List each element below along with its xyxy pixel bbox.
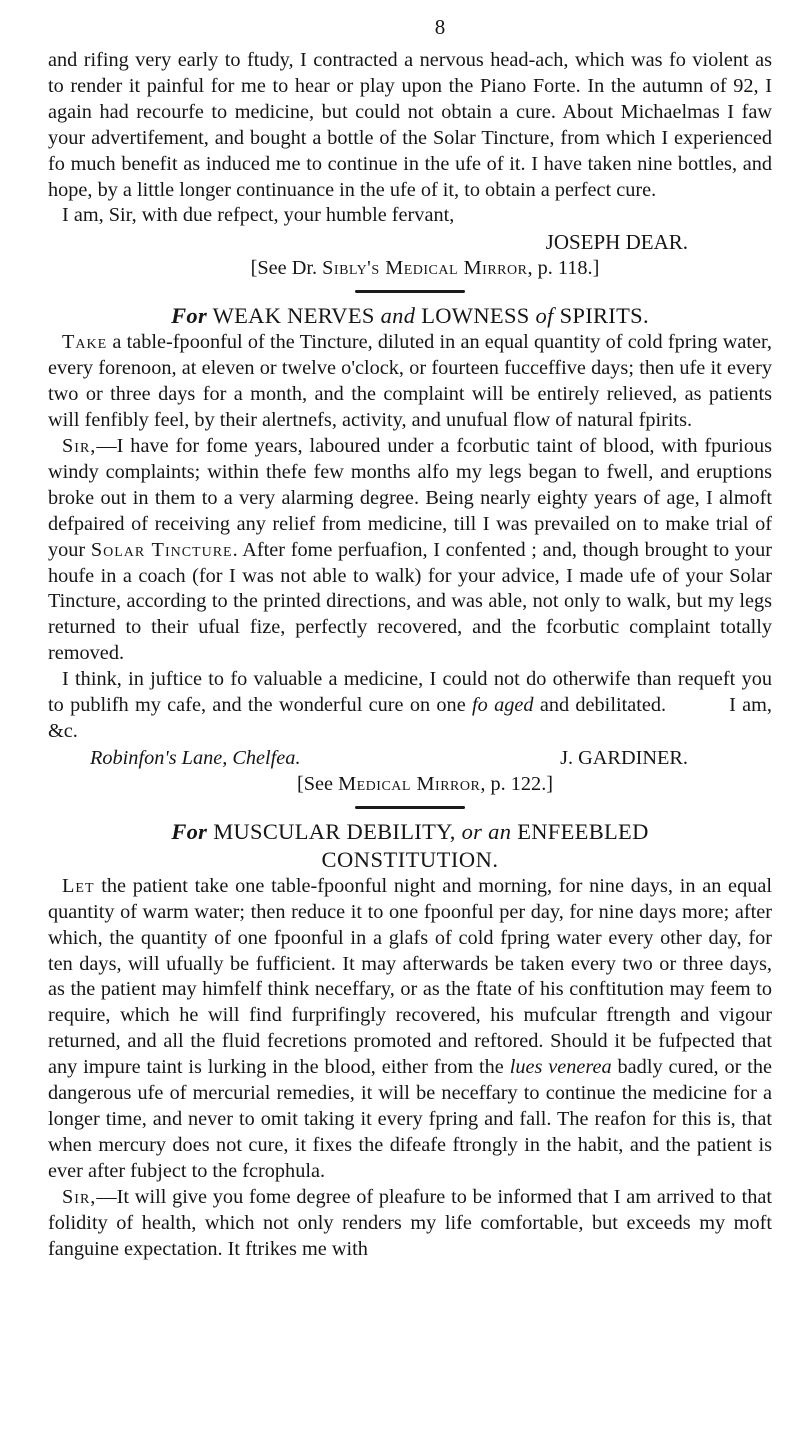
heading-word: MUSCULAR DEBILITY, [213, 818, 456, 844]
reference-suffix: , p. 118.] [527, 257, 600, 280]
reference-title: Medical Mirror [338, 772, 481, 795]
letter-text: —I have for fome years, laboured under a fcorbutic taint of blood, with fpurious windy complaints; within thefe few months alfo my legs began to fwell, and eruptions broke out in them to a very alarming degree. Being nearly eighty years of age, I almoft defpaired of receiving any relief from medicine, till I was prevailed on to make trial of your [48, 434, 772, 561]
reference-note [48, 255, 772, 281]
directions-paragraph [48, 874, 772, 1185]
salutation: Sir, [62, 1185, 97, 1208]
directions-text: the patient take one table-fpoonful night and morning, for nine days, in an equal quantity of warm water; then reduce it to one fpoonful per day, for nine days more; after which, the quantity of one fpoonful in a glafs of cold fpring water every other day, for ten days, will ufually be fufficient. It may afterwards be taken every two or three days, as the patient may himfelf think neceffary, or as the ftate of his conftitution may feem to require, which he will find furprifingly recovered, his mufcular ftrength and vigour returned, and all the fluid fecretions promoted and reftored. Should it be fufpected that any impure taint is lurking in the blood, either from the [48, 874, 772, 1079]
letter-body [48, 1185, 772, 1263]
heading-word: For [171, 818, 208, 844]
address: Robinfon's Lane, Chelfea. [90, 746, 301, 769]
section-heading [48, 302, 772, 330]
signature: J. GARDINER. [560, 746, 688, 769]
section-heading-line2: CONSTITUTION. [321, 846, 499, 872]
signature: JOSEPH DEAR. [545, 230, 688, 255]
document-page [48, 14, 778, 1440]
product-name: Solar Tincture [90, 538, 233, 561]
lead-word: Let [62, 874, 95, 897]
divider-rule [355, 806, 465, 809]
letter-body [48, 434, 772, 667]
emphasis-text: lues venerea [509, 1056, 612, 1079]
heading-word: WEAK NERVES [212, 303, 375, 329]
page-number: 8 [434, 15, 446, 39]
directions-text: a table-fpoonful of the Tincture, diluted in an equal quantity of cold fpring water, every forenoon, at eleven or twelve o'clock, or fourteen fucceffive days; then ufe it every two or three days for a month, and the complaint will be entirely relieved, as patients will fenfibly feel, by their alertnefs, activity, and unufual flow of natural fpirits. [48, 331, 772, 432]
salutation: Sir, [62, 434, 97, 457]
heading-word: LOWNESS [421, 303, 530, 329]
heading-word: of [535, 303, 554, 329]
lead-word: Take [62, 331, 108, 354]
heading-word: For [171, 303, 208, 329]
heading-word: or an [461, 818, 512, 844]
reference-title: Sibly's Medical Mirror [322, 257, 528, 280]
heading-word: SPIRITS. [559, 303, 649, 329]
reference-note [48, 771, 772, 797]
letter-closing: I am, Sir, with due refpect, your humble fervant, [62, 204, 455, 227]
divider-rule [355, 290, 465, 293]
reference-prefix: [See [296, 772, 339, 795]
directions-paragraph [48, 330, 772, 434]
directions-text: badly cured, or the dangerous ufe of mercurial remedies, it will be neceffary to continue the medicine for a longer time, and never to omit taking it every fpring and fall. The reafon for this is, that when mercury does not cure, it fixes the difeafe ftrongly in the habit, and the patient is ever after fubject to the fcrophula. [48, 1056, 773, 1182]
emphasis-text: fo aged [472, 694, 534, 717]
reference-prefix: [See Dr. [250, 257, 323, 280]
reference-suffix: , p. 122.] [480, 772, 554, 795]
letter-text: and debilitated. I am, &c. [48, 694, 778, 742]
heading-word: and [380, 303, 416, 329]
heading-word: ENFEEBLED [517, 818, 649, 844]
letter-text: . After fome perfuafion, I confented ; and, though brought to your houfe in a coach (for I was not able to walk) for your advice, I made ufe of your Solar Tincture, according to the printed directions, and was able, not only to walk, but my legs returned to their ufual fize, perfectly recovered, and the fcorbutic complaint totally removed. [48, 538, 772, 665]
letter-text: I think, in juftice to fo valuable a medicine, I could not do otherwife than requeft you to publifh my cafe, and the wonderful cure on one [48, 668, 772, 717]
letter-body: and rifing very early to ftudy, I contracted a nervous head-ach, which was fo violent as to render it painful for me to hear or play upon the Piano Forte. In the autumn of 92, I again had recourfe to medicine, but could not obtain a cure. About Michaelmas I faw your advertifement, and bought a bottle of the Solar Tincture, from which I experienced fo much benefit as induced me to continue in the ufe of it. I have taken nine bottles, and hope, by a little longer continuance in the ufe of it, to obtain a perfect cure. [48, 49, 772, 201]
signature-line [48, 745, 772, 771]
section-heading [48, 818, 772, 846]
letter-body [48, 667, 778, 745]
letter-text: —It will give you fome degree of pleafure to be informed that I am arrived to that folidity of health, which not only renders my life comfortable, but exceeds my moft fanguine expectation. It ftrikes me with [48, 1185, 772, 1260]
